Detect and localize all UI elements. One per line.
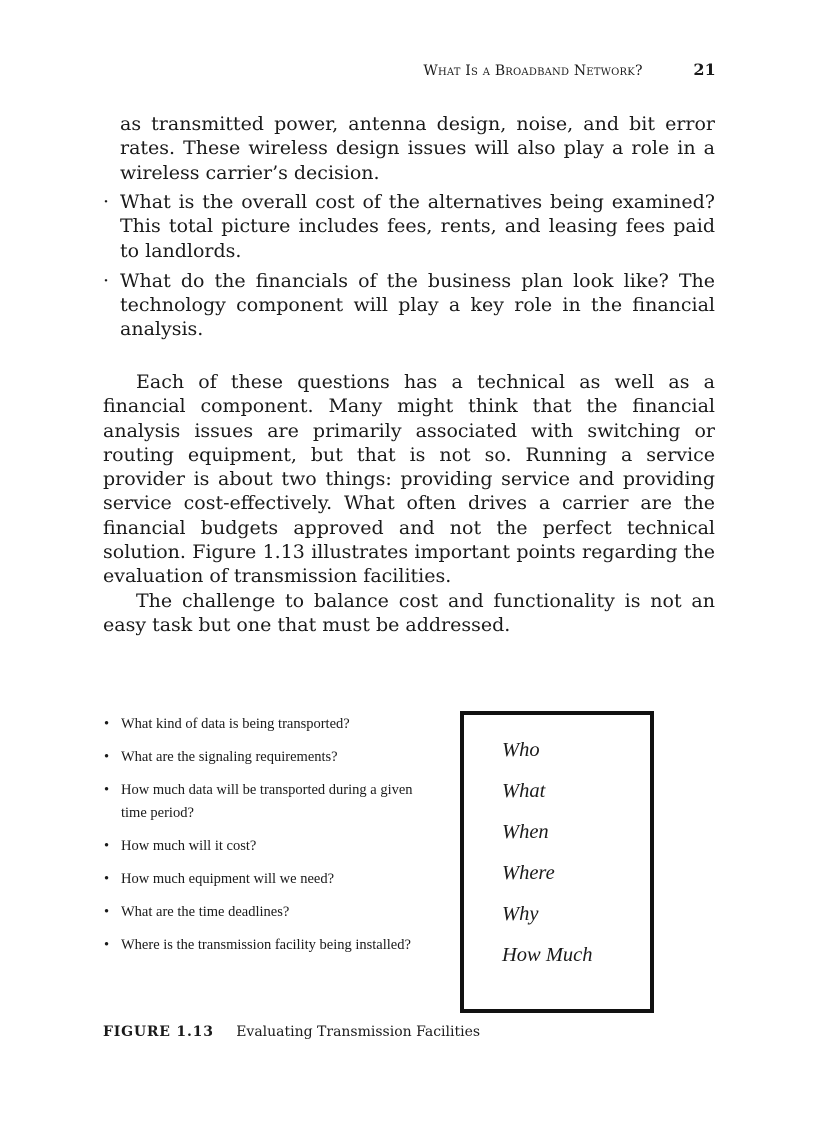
bullet-text: What do the financials of the business plan look like? The technology component will play a key role in the financial analysis.: [120, 269, 715, 341]
running-title: What Is a Broadband Network?: [423, 63, 643, 79]
five-w-box: [460, 711, 654, 1013]
list-item: [104, 901, 434, 924]
question-text: What kind of data is being transported?: [121, 716, 350, 732]
page-number: 21: [693, 60, 716, 79]
paragraph: Each of these questions has a technical as well as a financial component. Many might think that the financial analysis issues are primarily associated with switching or routing equipment, but that is not so. Running a service provider is about two things: providing service and providing service cost-effectively. What often drives a carrier are the financial budgets approved and not the perfect technical solution. Figure 1.13 illustrates important points regarding the evaluation of transmission facilities.: [103, 371, 715, 588]
figure-question-list: [104, 713, 434, 967]
question-text: How much data will be transported during a given time period?: [121, 782, 413, 821]
box-word: Who: [502, 739, 540, 761]
question-text: How much will it cost?: [121, 838, 257, 854]
figure-caption: [103, 1024, 480, 1040]
continuation-text: as transmitted power, antenna design, noise, and bit error rates. These wireless design issues will also play a role in a wireless carrier’s decision.: [120, 113, 715, 184]
list-item: [104, 835, 434, 858]
box-word: How Much: [502, 944, 593, 966]
question-text: Where is the transmission facility being installed?: [121, 937, 411, 953]
box-word: What: [502, 780, 546, 802]
question-text: How much equipment will we need?: [121, 871, 335, 887]
list-item: [104, 934, 434, 957]
bullet-marker: ·: [103, 269, 110, 292]
paragraph: The challenge to balance cost and functionality is not an easy task but one that must be addressed.: [103, 590, 715, 637]
bullet-marker: ·: [103, 191, 110, 213]
bullet-marker: •: [104, 871, 110, 887]
question-text: What are the signaling requirements?: [121, 749, 338, 765]
box-word: Where: [502, 862, 555, 884]
box-word: When: [502, 821, 549, 843]
bullet-marker: •: [104, 838, 110, 854]
list-item: [104, 746, 434, 769]
list-item: [103, 190, 715, 263]
bullet-marker: •: [104, 904, 110, 920]
list-item: [104, 868, 434, 891]
bullet-marker: •: [104, 937, 110, 953]
list-item: [104, 779, 434, 825]
bullet-list: [103, 190, 715, 348]
bullet-marker: •: [104, 782, 110, 798]
running-head: [0, 60, 716, 79]
caption-text: Evaluating Transmission Facilities: [236, 1024, 481, 1040]
box-word: Why: [502, 903, 539, 925]
box-word-list: [464, 715, 650, 985]
question-text: What are the time deadlines?: [121, 904, 290, 920]
list-item: [103, 269, 715, 342]
bullet-marker: •: [104, 749, 110, 765]
list-item: [104, 713, 434, 736]
caption-label: FIGURE 1.13: [103, 1024, 214, 1040]
bullet-marker: •: [104, 716, 110, 732]
bullet-text: What is the overall cost of the alternatives being examined? This total picture includes fees, rents, and leasing fees paid to landlords.: [120, 191, 715, 262]
